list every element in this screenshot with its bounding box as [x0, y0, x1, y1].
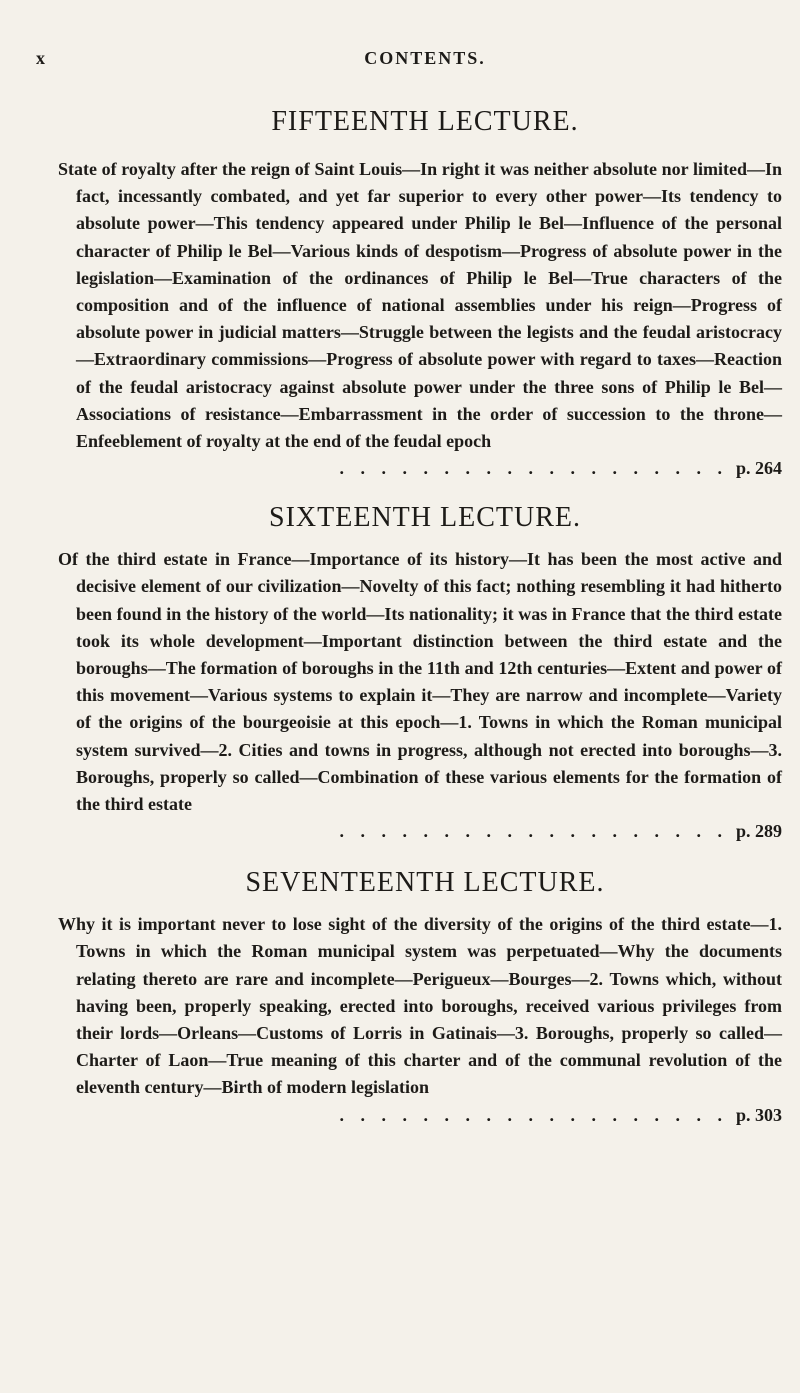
- lecture-entry-fifteenth: [58, 106, 782, 482]
- page-folio: x: [36, 48, 46, 68]
- lecture-entry-seventeenth: [58, 867, 782, 1128]
- lecture-summary: [58, 156, 782, 455]
- lecture-title: SIXTEENTH LECTURE.: [269, 502, 581, 534]
- summary-text: State of royalty after the reign of Saint Louis—In right it was neither absolute nor limited—In fact, incessantly combated, and yet far superior to every other power—Its tendency to absolute power—This tendency appeared under Philip le Bel—Influence of the personal character of Philip le Bel—Various kinds of despotism—Progress of absolute power in the legislation—Examination of the ordinances of Philip le Bel—True characters of the composition and of the influence of national assemblies under his reign—Progress of absolute power in judicial matters—Struggle between the legists and the feudal aristocracy—Extraordinary commissions—Progress of absolute power with regard to taxes—Reaction of the feudal aristocracy against absolute power under the three sons of Philip le Bel—Associations of resistance—Embarrassment in the order of succession to the throne—Enfeeblement of royalty at the end of the feudal epoch: [58, 159, 782, 452]
- page-reference: [58, 818, 782, 845]
- lecture-entry-sixteenth: [58, 502, 782, 845]
- page-number: p. 289: [735, 821, 782, 842]
- lecture-title: SEVENTEENTH LECTURE.: [245, 867, 605, 899]
- dot-leaders: . . . . . . . . . . . . . . . . . . .: [339, 458, 728, 479]
- dot-leaders: . . . . . . . . . . . . . . . . . . .: [339, 821, 728, 842]
- dot-leaders: . . . . . . . . . . . . . . . . . . .: [339, 1104, 728, 1125]
- summary-text: Why it is important never to lose sight of the diversity of the origins of the third estate—1. Towns in which the Roman municipal system was perpetuated—Why the documents relating thereto are rare and incomplete—Perigueux—Bourges—2. Towns which, without having been, properly speaking, erected into boroughs, received various privileges from their lords—Orleans—Customs of Lorris in Gatinais—3. Boroughs, properly so called—Charter of Laon—True meaning of this charter and of the communal revolution of the eleventh century—Birth of modern legislation: [58, 914, 782, 1098]
- page-number: p. 264: [735, 458, 782, 479]
- running-head: [36, 0, 782, 68]
- page-reference: [58, 455, 782, 482]
- lecture-title: FIFTEENTH LECTURE.: [271, 106, 579, 137]
- summary-text: Of the third estate in France—Importance of its history—It has been the most active and decisive element of our civilization—Novelty of this fact; nothing resembling it had hitherto been found in the history of the world—Its nationality; it was in France that the third estate took its whole development—Important distinction between the third estate and the boroughs—The formation of boroughs in the 11th and 12th centuries—Extent and power of this movement—Various systems to explain it—They are narrow and incomplete—Variety of the origins of the bourgeoisie at this epoch—1. Towns in which the Roman municipal system survived—2. Cities and towns in progress, although not erected into boroughs—3. Boroughs, properly so called—Combination of these various elements for the formation of the third estate: [58, 549, 782, 815]
- lecture-summary: [58, 546, 782, 818]
- lecture-summary: [58, 911, 782, 1101]
- running-title: CONTENTS.: [364, 48, 486, 68]
- page-reference: [58, 1102, 782, 1129]
- contents-page: [36, 0, 782, 1129]
- page-number: p. 303: [735, 1104, 782, 1125]
